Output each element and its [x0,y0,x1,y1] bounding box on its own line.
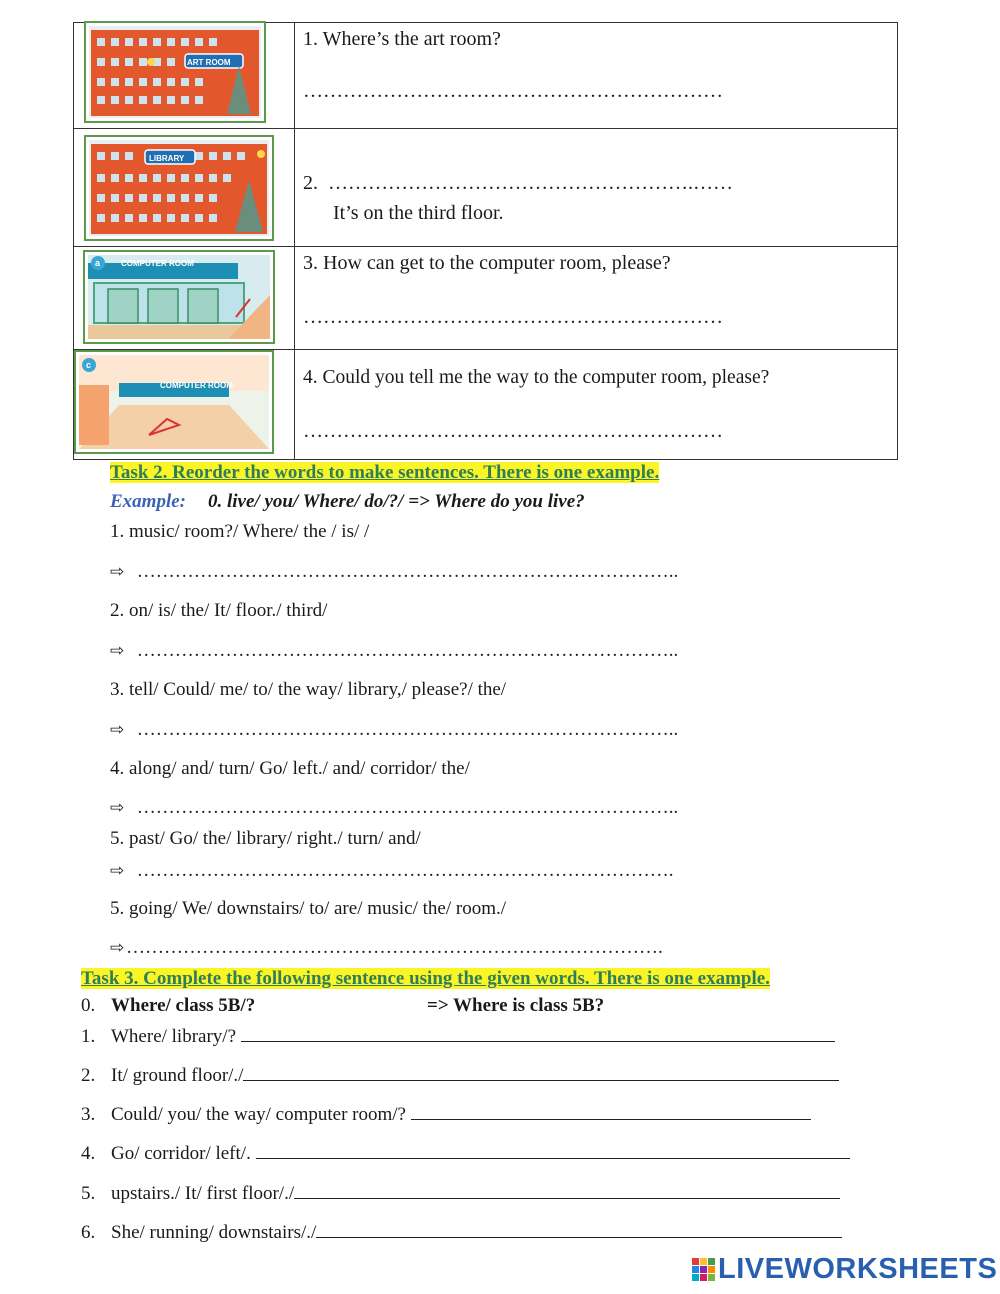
task1-image-cell [74,350,295,460]
arrow-icon: ⇨ [110,562,125,582]
task1-question-cell [295,23,898,129]
task1-answer: It’s on the third floor. [333,202,504,224]
task1-table [73,22,898,460]
computer-room-sign: COMPUTER ROOM [121,259,194,268]
task3-item [81,1221,842,1244]
task3-item-prompt: She/ running/ downstairs/./ [111,1222,317,1243]
task3-item [81,1064,839,1087]
task2-answer-line[interactable] [110,797,678,819]
task2-heading-text: Task 2. Reorder the words to make sentences. There is one example. [110,462,660,483]
task1-question-cell [295,129,898,247]
task1-question: 3. How can get to the computer room, please? [303,252,671,274]
task2-prompt: 1. music/ room?/ Where/ the / is/ / [110,521,370,542]
task2-answer-line[interactable] [110,561,678,583]
badge-c: c [86,360,92,370]
task2-answer-line[interactable] [110,719,678,741]
task3-item-prompt: upstairs./ It/ first floor/./ [111,1183,295,1204]
library-sign: LIBRARY [149,154,185,163]
task3-item-number: 6. [81,1222,96,1243]
task3-item-number: 3. [81,1104,96,1125]
task3-example-answer: => Where is class 5B? [427,995,605,1016]
task2-answer-dots: ………………………………………………………………………….. [136,719,679,740]
arrow-icon: ⇨ [110,798,125,818]
task2-prompt: 2. on/ is/ the/ It/ floor./ third/ [110,600,328,621]
task2-answer-line[interactable] [110,937,663,959]
task2-answer-line[interactable] [110,640,678,662]
task3-item [81,1025,835,1048]
art-room-sign: ART ROOM [187,58,231,67]
art-room-building-image [84,21,266,123]
task3-answer-input[interactable] [411,1103,811,1120]
arrow-icon: ⇨ [110,720,125,740]
task1-question-blank[interactable] [303,171,889,195]
task1-image-cell [74,23,295,129]
task3-answer-input[interactable] [243,1064,839,1081]
task1-question: 1. Where’s the art room? [303,28,501,50]
task2-answer-dots: ………………………………………………………………………….. [136,640,679,661]
task1-answer-blank[interactable]: ……………………………………………………… [303,80,723,102]
task1-question-dots: ……………………………………………….…… [328,172,733,194]
task2-heading [110,462,659,484]
computer-room-c-image [74,350,274,454]
task2-answer-dots: ………………………………………………………………………….. [136,561,679,582]
task1-row [74,129,898,247]
task2-example [110,491,585,513]
task2-answer-dots: …………………………………………………………………………. [126,937,663,958]
task1-row [74,247,898,350]
task1-question-number: 2. [303,172,318,194]
library-building-image [84,135,274,241]
task3-item-prompt: Go/ corridor/ left/. [111,1143,256,1164]
task3-item-prompt: Could/ you/ the way/ computer room/? [111,1104,411,1125]
logo-text: LIVEWORKSHEETS [718,1253,998,1285]
task1-row [74,350,898,460]
task1-question-cell [295,247,898,350]
task3-answer-input[interactable] [241,1025,835,1042]
task3-answer-input[interactable] [256,1142,850,1159]
task2-prompt: 4. along/ and/ turn/ Go/ left./ and/ corridor/ the/ [110,758,470,779]
task3-answer-input[interactable] [316,1221,842,1238]
task1-question: 4. Could you tell me the way to the computer room, please? [303,367,770,388]
task3-heading-text: Task 3. Complete the following sentence using the given words. There is one example. [81,968,770,989]
example-text: 0. live/ you/ Where/ do/?/ => Where do you live? [208,491,585,512]
task2-prompt: 5. going/ We/ downstairs/ to/ are/ music/ the/ room./ [110,898,507,919]
task3-item [81,1142,850,1165]
task1-answer-blank[interactable]: ……………………………………………………… [303,306,723,328]
task3-answer-input[interactable] [294,1182,840,1199]
task1-answer-blank[interactable]: ……………………………………………………… [303,420,723,443]
task2-prompt: 3. tell/ Could/ me/ to/ the way/ library,/ please?/ the/ [110,679,507,700]
task3-item-number: 1. [81,1026,96,1047]
arrow-icon: ⇨ [110,861,125,881]
logo-grid-icon [692,1258,715,1281]
task3-item-prompt: It/ ground floor/./ [111,1065,244,1086]
computer-room-sign: COMPUTER ROOM [160,381,233,390]
task3-item-number: 2. [81,1065,96,1086]
arrow-icon: ⇨ [110,938,125,958]
badge-a: a [95,258,101,268]
task1-image-cell [74,247,295,350]
task3-heading [81,968,770,990]
task3-item-number: 5. [81,1183,96,1204]
task2-prompt: 5. past/ Go/ the/ library/ right./ turn/ and/ [110,828,421,849]
arrow-icon: ⇨ [110,641,125,661]
task3-example-number: 0. [81,995,96,1016]
task3-example [81,995,604,1017]
liveworksheets-logo [692,1253,997,1286]
example-label: Example: [110,491,186,512]
task2-answer-line[interactable] [110,860,674,882]
task2-answer-dots: …………………………………………………………………………. [136,860,674,881]
task3-item-prompt: Where/ library/? [111,1026,241,1047]
task3-example-prompt: Where/ class 5B/? [111,995,256,1016]
task1-question-cell [295,350,898,460]
task3-item [81,1182,840,1205]
task3-item [81,1103,811,1126]
task1-image-cell [74,129,295,247]
task2-answer-dots: ………………………………………………………………………….. [136,797,679,818]
task3-item-number: 4. [81,1143,96,1164]
task1-row [74,23,898,129]
